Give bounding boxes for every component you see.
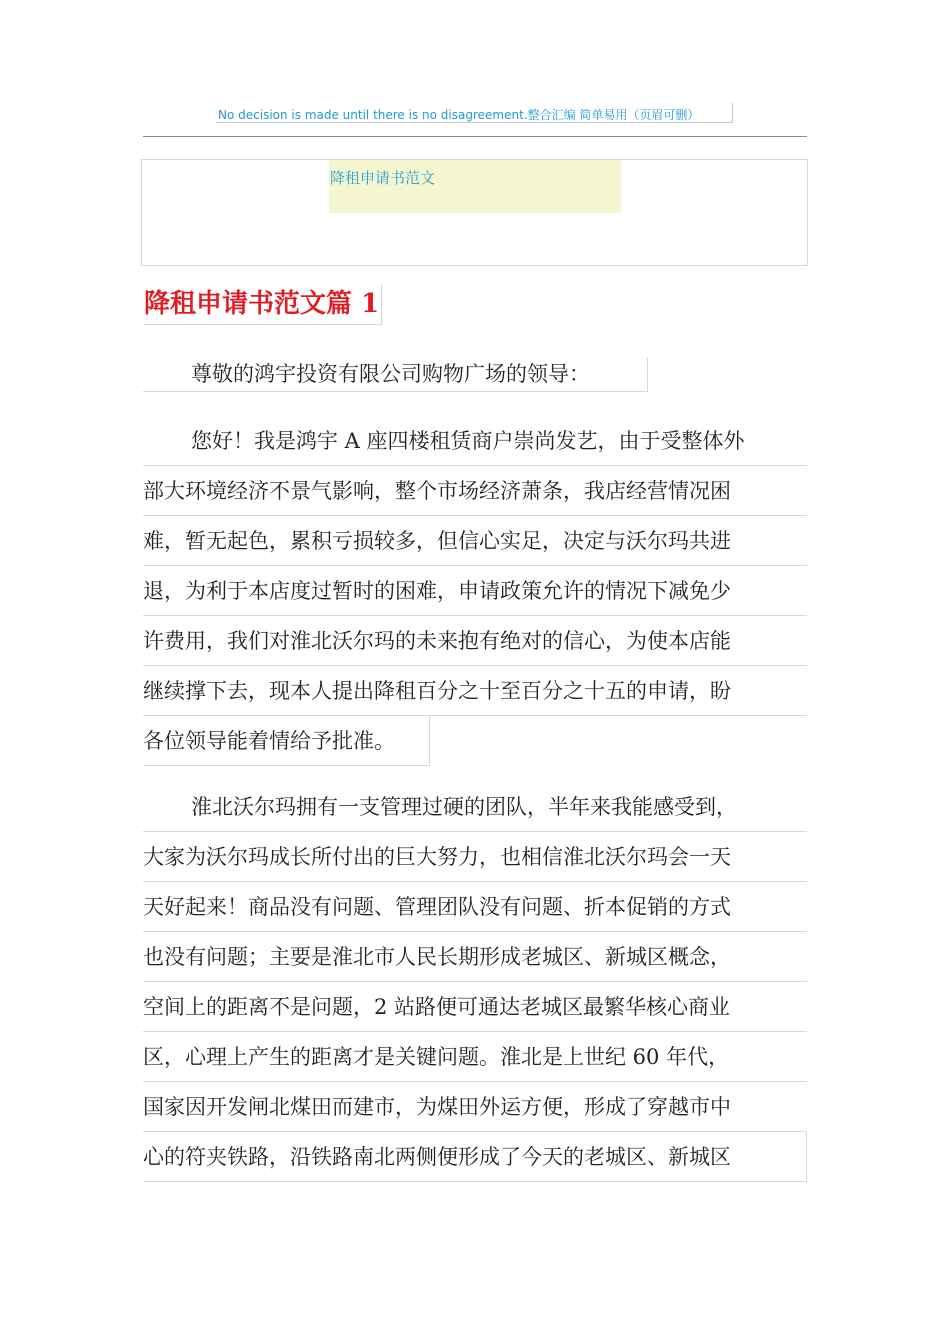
- paragraph-line: 大家为沃尔玛成长所付出的巨大努力，也相信淮北沃尔玛会一天: [143, 832, 807, 882]
- header-text: No decision is made until there is no disagreement.整合汇编 简单易用（页眉可删）: [218, 108, 700, 122]
- header-divider: [143, 136, 807, 137]
- paragraph-line: 部大环境经济不景气影响，整个市场经济萧条，我店经营情况困: [143, 466, 807, 516]
- paragraph-line: 国家因开发闸北煤田而建市，为煤田外运方便，形成了穿越市中: [143, 1082, 807, 1132]
- greeting-line: 尊敬的鸿宇投资有限公司购物广场的领导：: [143, 358, 648, 392]
- paragraph-line: 心的符夹铁路，沿铁路南北两侧便形成了今天的老城区、新城区: [143, 1132, 807, 1182]
- paragraph-line: 空间上的距离不是问题，2 站路便可通达老城区最繁华核心商业: [143, 982, 807, 1032]
- paragraph-line: 各位领导能着情给予批准。: [143, 716, 430, 766]
- paragraph-2: [143, 782, 813, 1182]
- paragraph-line: 区，心理上产生的距离才是关键问题。淮北是上世纪 60 年代，: [143, 1032, 807, 1082]
- document-title: 降租申请书范文: [330, 169, 436, 187]
- paragraph-line: 您好！我是鸿宇 A 座四楼租赁商户崇尚发艺，由于受整体外: [143, 416, 807, 466]
- paragraph-line: 难，暂无起色，累积亏损较多，但信心实足，决定与沃尔玛共进: [143, 516, 807, 566]
- paragraph-line: 淮北沃尔玛拥有一支管理过硬的团队，半年来我能感受到，: [143, 782, 807, 832]
- paragraph-line: 继续撑下去，现本人提出降租百分之十至百分之十五的申请，盼: [143, 666, 807, 716]
- paragraph-line: 天好起来！商品没有问题、管理团队没有问题、折本促销的方式: [143, 882, 807, 932]
- paragraph-line: 也没有问题；主要是淮北市人民长期形成老城区、新城区概念，: [143, 932, 807, 982]
- section-heading: 降租申请书范文篇 1: [144, 284, 382, 325]
- paragraph-1: [143, 416, 813, 766]
- paragraph-line: 退，为利于本店度过暂时的困难，申请政策允许的情况下减免少: [143, 566, 807, 616]
- paragraph-line: 许费用，我们对淮北沃尔玛的未来抱有绝对的信心，为使本店能: [143, 616, 807, 666]
